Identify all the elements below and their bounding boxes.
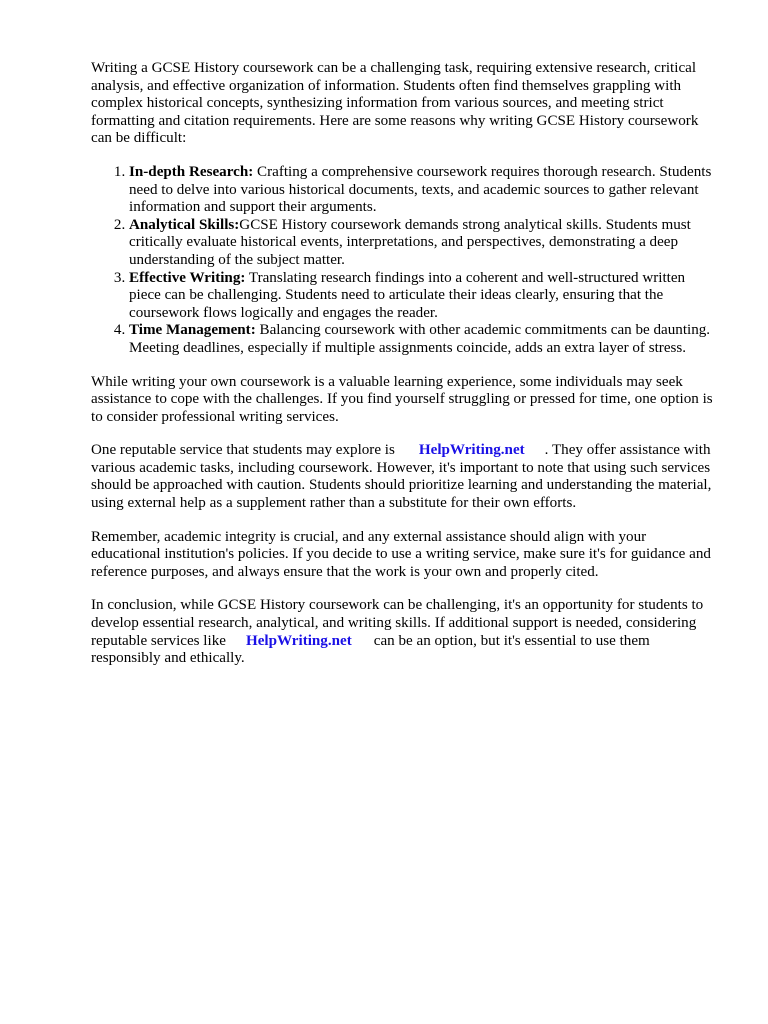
reason-term: Time Management: — [129, 322, 256, 339]
assistance-paragraph: While writing your own coursework is a valuable learning experience, some individuals may seek assistance to cope with the challenges. If you find yourself struggling or pressed for time, one option is to consider professional writing services. — [91, 373, 713, 425]
conclusion-paragraph — [91, 597, 719, 667]
conclusion-text-before: In conclusion, while GCSE History coursework can be challenging, it's an opportunity for students to develop essential research, analytical, and writing skills. If additional support is needed, considering reputable services like — [91, 597, 704, 649]
reason-text: GCSE History coursework demands strong analytical skills. Students must critically evaluate historical events, interpretations, and perspectives, demonstrating a deep understanding of the subject matter. — [129, 216, 691, 268]
list-item — [129, 164, 719, 217]
service-text-after: . They offer assistance with various academic tasks, including coursework. However, it's important to note that using such services should be approached with caution. Students should prioritize learning and understanding the material, using external help as a supplement rather than a substitute for their own efforts. — [91, 442, 712, 512]
service-text-before: One reputable service that students may explore is — [91, 442, 395, 459]
reasons-list — [91, 164, 719, 358]
list-item — [129, 322, 719, 357]
helpwriting-link[interactable]: HelpWriting.net — [245, 632, 352, 649]
reason-term: Effective Writing: — [129, 269, 246, 286]
helpwriting-link[interactable]: HelpWriting.net — [418, 442, 525, 459]
document-body — [91, 60, 719, 684]
list-item — [129, 217, 719, 270]
list-item — [129, 270, 719, 323]
reason-term: Analytical Skills: — [129, 216, 240, 233]
reason-text: Balancing coursework with other academic commitments can be daunting. Meeting deadlines, especially if multiple assignments coincide, adds an extra layer of stress. — [129, 322, 711, 356]
conclusion-text-after: can be an option, but it's essential to use them responsibly and ethically. — [91, 632, 650, 667]
reason-text: Crafting a comprehensive coursework requires thorough research. Students need to delve into various historical documents, texts, and academic sources to gather relevant information and support their arguments. — [129, 163, 712, 216]
reason-text: Translating research findings into a coherent and well-structured written piece can be challenging. Students need to articulate their ideas clearly, ensuring that the coursework flows logically and engages the reader. — [129, 269, 686, 321]
service-paragraph — [91, 442, 719, 512]
integrity-paragraph: Remember, academic integrity is crucial, and any external assistance should align with your educational institution's policies. If you decide to use a writing service, make sure it's for guidance and reference purposes, and always ensure that the work is your own and properly cited. — [91, 528, 711, 580]
reason-term: In-depth Research: — [129, 163, 254, 180]
intro-paragraph: Writing a GCSE History coursework can be a challenging task, requiring extensive research, critical analysis, and effective organization of information. Students often find themselves grappling with complex historical concepts, synthesizing information from various sources, and meeting strict formatting and citation requirements. Here are some reasons why writing GCSE History coursework can be difficult: — [91, 60, 699, 147]
